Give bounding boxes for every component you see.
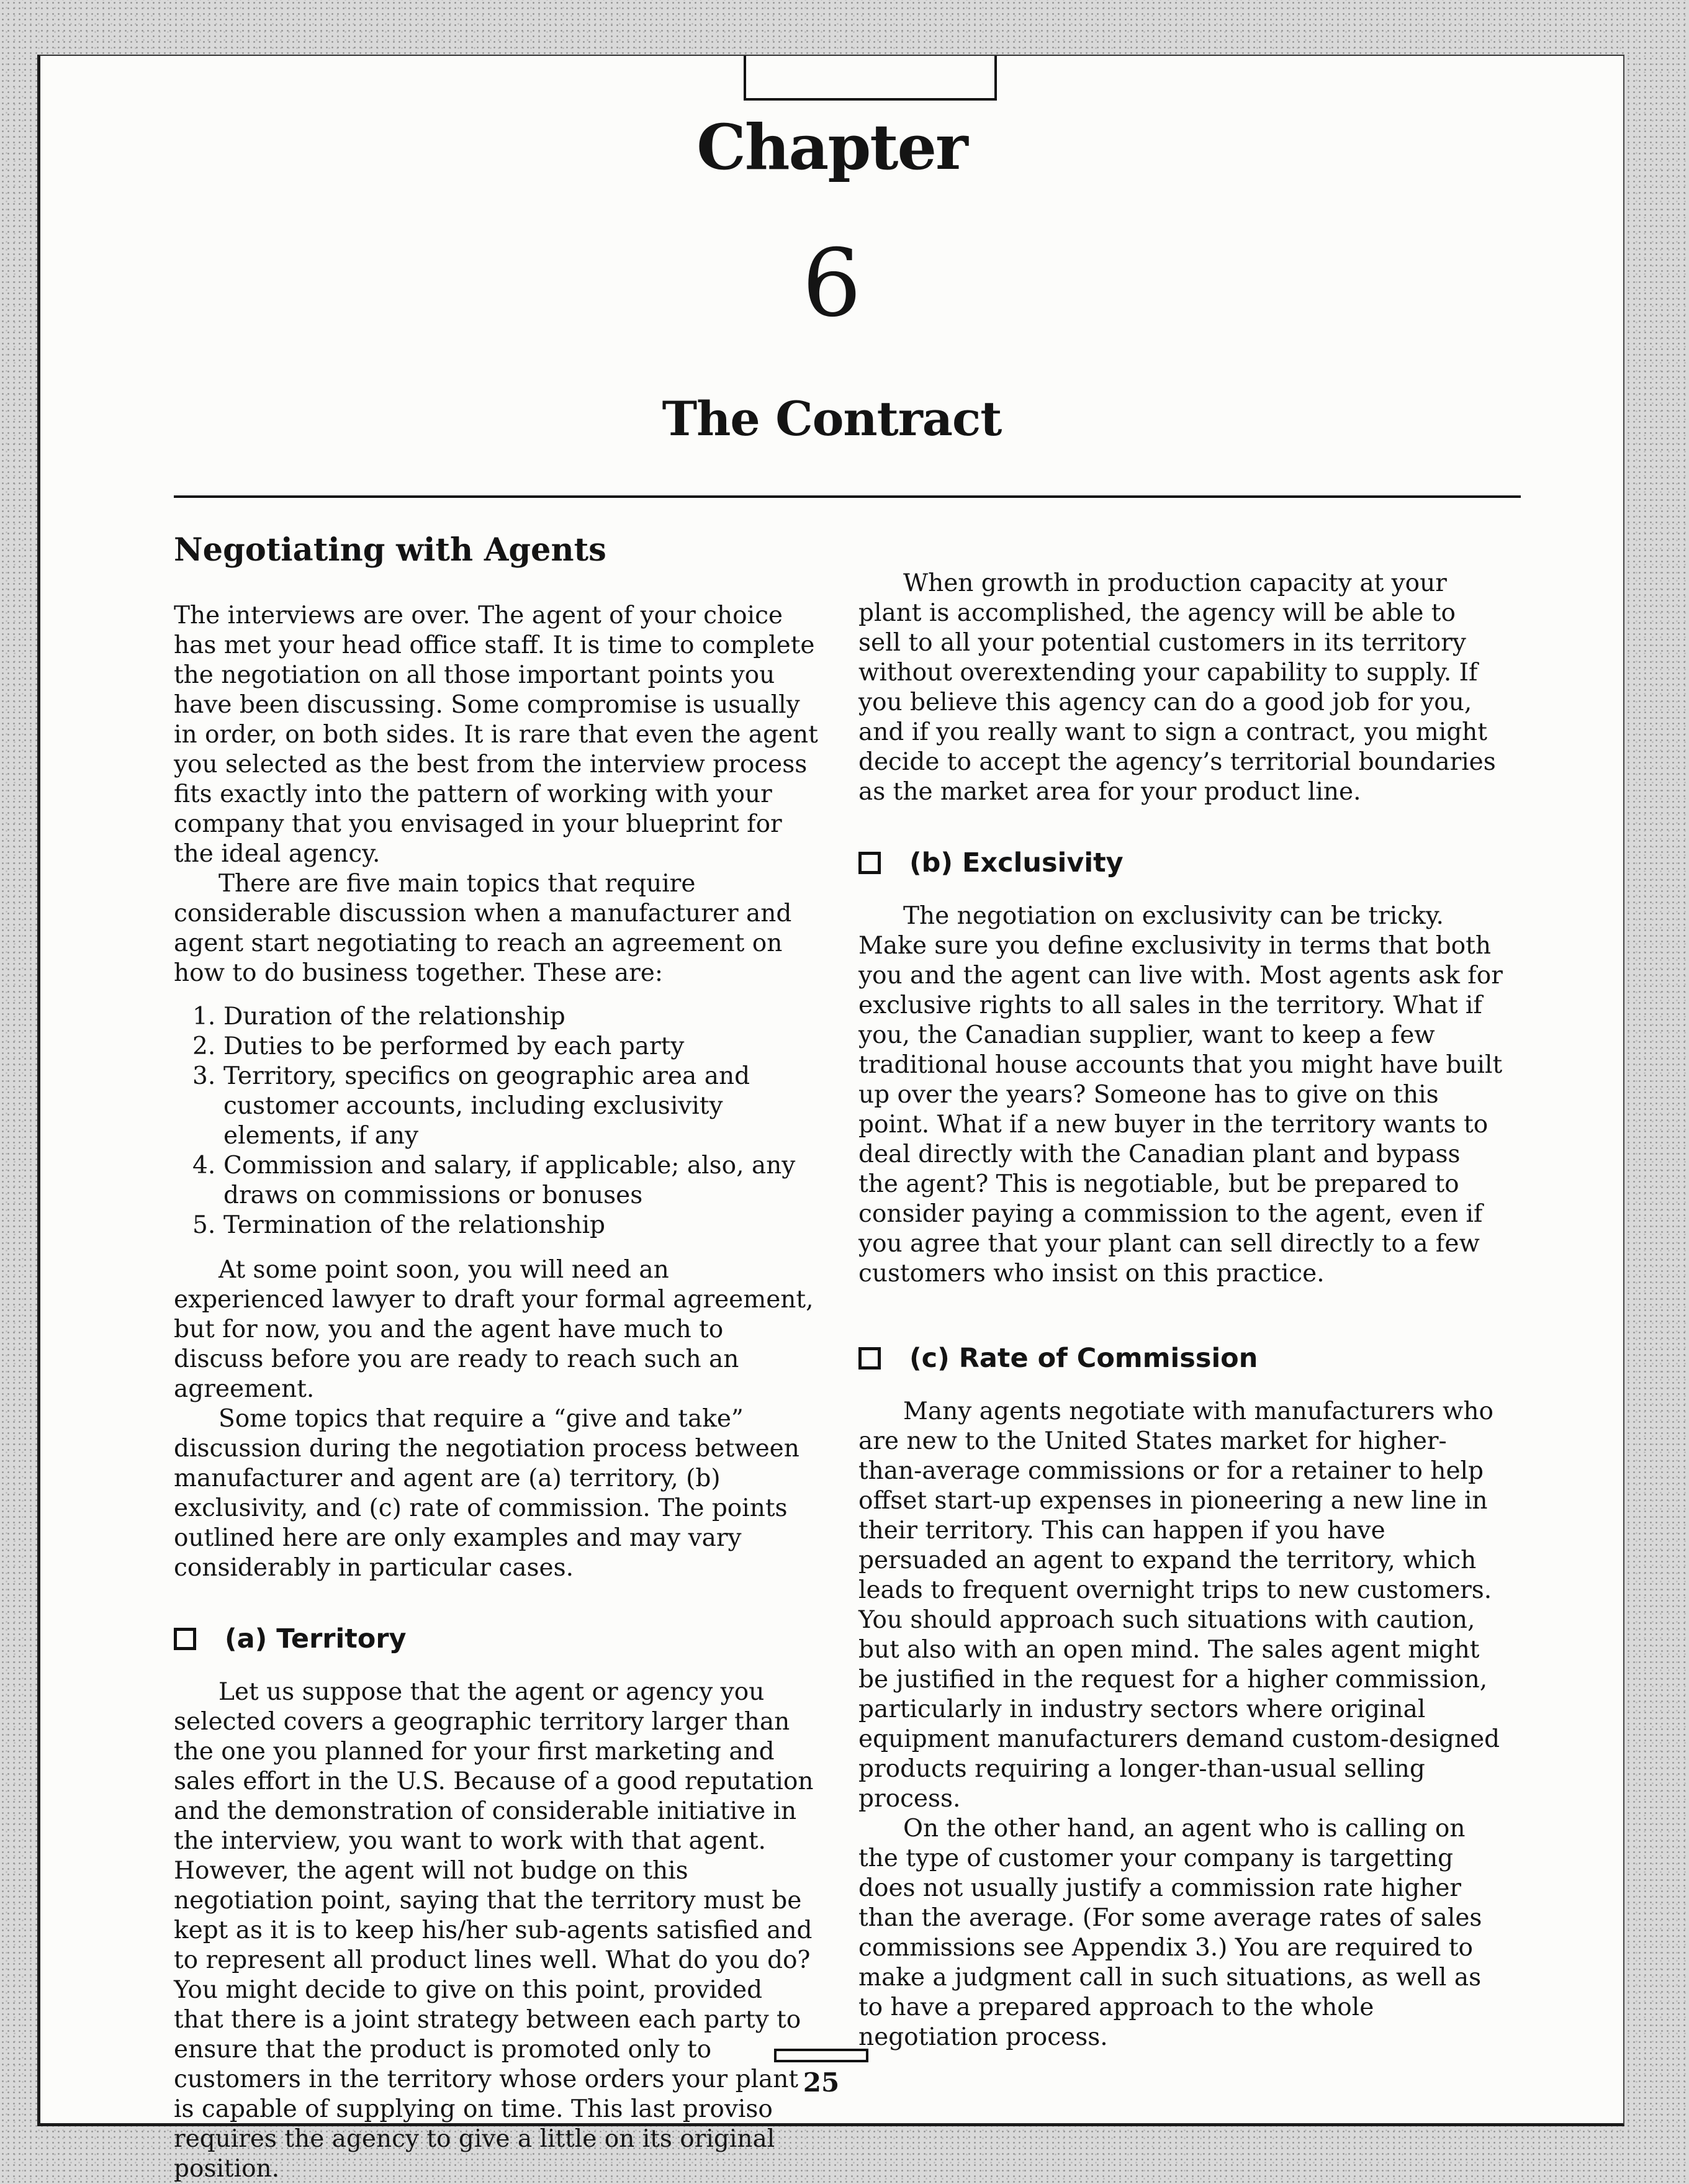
commission-paragraph: On the other hand, an agent who is calling on the type of customer your company is targetting does not usually justify a commission rate higher than the average. (For some average rates of sales commissions see Appendix 3.) You are required to make a judgment call in such situations, as well as to have a prepared approach to the whole negotiation process. bbox=[858, 1815, 1482, 2051]
intro-paragraph: The interviews are over. The agent of your choice has met your head office staff. It is time to complete the negotiation on all those important points you have been discussing. Some compromise is usually in order, on both sides. It is rare that even the agent you selected as the best from the interview process fits exactly into the pattern of working with your company that you envisaged in your blueprint for the ideal agency. bbox=[174, 602, 818, 868]
section-heading: Negotiating with Agents bbox=[174, 531, 606, 569]
commission-heading-text: (c) Rate of Commission bbox=[909, 1343, 1258, 1374]
list-item-text: Territory, specifics on geographic area and customer accounts, including exclusivity elements, if any bbox=[223, 1062, 750, 1150]
intro-paragraph: There are five main topics that require considerable discussion when a manufacturer and agent start negotiating to reach an agreement on how to do business together. These are: bbox=[174, 870, 792, 987]
list-item-number: 5. bbox=[192, 1211, 216, 1239]
territory-heading bbox=[174, 1623, 819, 1655]
list-item-number: 3. bbox=[192, 1062, 216, 1090]
commission-paragraph: Many agents negotiate with manufacturers who are new to the United States market for higher-than-average commissions or for a retainer to help offset start-up expenses in pioneering a new line in their territory. This can happen if you have persuaded an agent to expand the territory, which leads to frequent overnight trips to new customers. You should approach such situations with caution, but also with an open mind. The sales agent might be justified in the request for a higher commission, particularly in industry sectors where original equipment manufacturers demand custom-designed products requiring a longer-than-usual selling process. bbox=[858, 1397, 1500, 1813]
right-column bbox=[858, 503, 1504, 2052]
list-item-text: Duties to be performed by each party bbox=[223, 1032, 685, 1060]
list-item-number: 1. bbox=[192, 1003, 216, 1031]
book-page bbox=[37, 55, 1624, 2183]
checkbox-square-icon bbox=[174, 1628, 196, 1650]
body-paragraph: Some topics that require a “give and take” discussion during the negotiation process between manufacturer and agent are (a) territory, (b) exclusivity, and (c) rate of commission. The points outlined here are only examples and may vary considerably in particular cases. bbox=[174, 1405, 799, 1582]
territory-continuation: When growth in production capacity at your plant is accomplished, the agency will be able to sell to all your potential customers in its territory without overextending your capability to supply. If you believe this agency can do a good job for you, and if you really want to sign a contract, you might decide to accept the agency’s territorial boundaries as the market area for your product line. bbox=[858, 569, 1496, 806]
list-item-text: Commission and salary, if applicable; also, any draws on commissions or bonuses bbox=[223, 1152, 796, 1209]
list-item-text: Duration of the relationship bbox=[223, 1003, 565, 1031]
page-number: 25 bbox=[803, 2067, 840, 2098]
exclusivity-heading bbox=[858, 847, 1504, 879]
chapter-tab-marker bbox=[744, 56, 997, 101]
body-paragraph: At some point soon, you will need an experienced lawyer to draft your formal agreement, but for now, you and the agent have much to discuss before you are ready to reach such an agreement. bbox=[174, 1256, 814, 1403]
topics-list bbox=[174, 1002, 819, 1240]
commission-heading bbox=[858, 1342, 1504, 1374]
list-item bbox=[174, 1002, 819, 1032]
list-item-number: 2. bbox=[192, 1032, 216, 1060]
section-rule bbox=[174, 495, 1521, 498]
checkbox-square-icon bbox=[858, 1347, 881, 1370]
exclusivity-paragraph: The negotiation on exclusivity can be tricky. Make sure you define exclusivity in terms that both you and the agent can live with. Most agents ask for exclusive rights to all sales in the territory. What if you, the Canadian supplier, want to keep a few traditional house accounts that you might have built up over the years? Someone has to give on this point. What if a new buyer in the territory wants to deal directly with the Canadian plant and bypass the agent? This is negotiable, but be prepared to consider paying a commission to the agent, even if you agree that your plant can sell directly to a few customers who insist on this practice. bbox=[858, 902, 1503, 1288]
list-item bbox=[174, 1062, 819, 1151]
chapter-label: Chapter bbox=[696, 111, 967, 184]
exclusivity-heading-text: (b) Exclusivity bbox=[909, 847, 1124, 878]
checkbox-square-icon bbox=[858, 852, 881, 874]
left-column bbox=[174, 503, 819, 2184]
page-number-tab-marker bbox=[774, 2049, 868, 2062]
list-item bbox=[174, 1211, 819, 1240]
list-item-text: Termination of the relationship bbox=[223, 1211, 606, 1239]
list-item bbox=[174, 1151, 819, 1211]
territory-heading-text: (a) Territory bbox=[225, 1623, 407, 1654]
chapter-title: The Contract bbox=[662, 391, 1002, 446]
list-item-number: 4. bbox=[192, 1152, 216, 1180]
chapter-number: 6 bbox=[802, 230, 862, 338]
territory-paragraph: Let us suppose that the agent or agency you selected covers a geographic territory larger than the one you planned for your first marketing and sales effort in the U.S. Because of a good reputation and the demonstration of considerable initiative in the interview, you want to work with that agent. However, the agent will not budge on this negotiation point, saying that the territory must be kept as it is to keep his/her sub-agents satisfied and to represent all product lines well. What do you do? You might decide to give on this point, provided that there is a joint strategy between each party to ensure that the product is promoted only to customers in the territory whose orders your plant is capable of supplying on time. This last proviso requires the agency to give a little on its original position. bbox=[174, 1678, 814, 2183]
list-item bbox=[174, 1032, 819, 1062]
